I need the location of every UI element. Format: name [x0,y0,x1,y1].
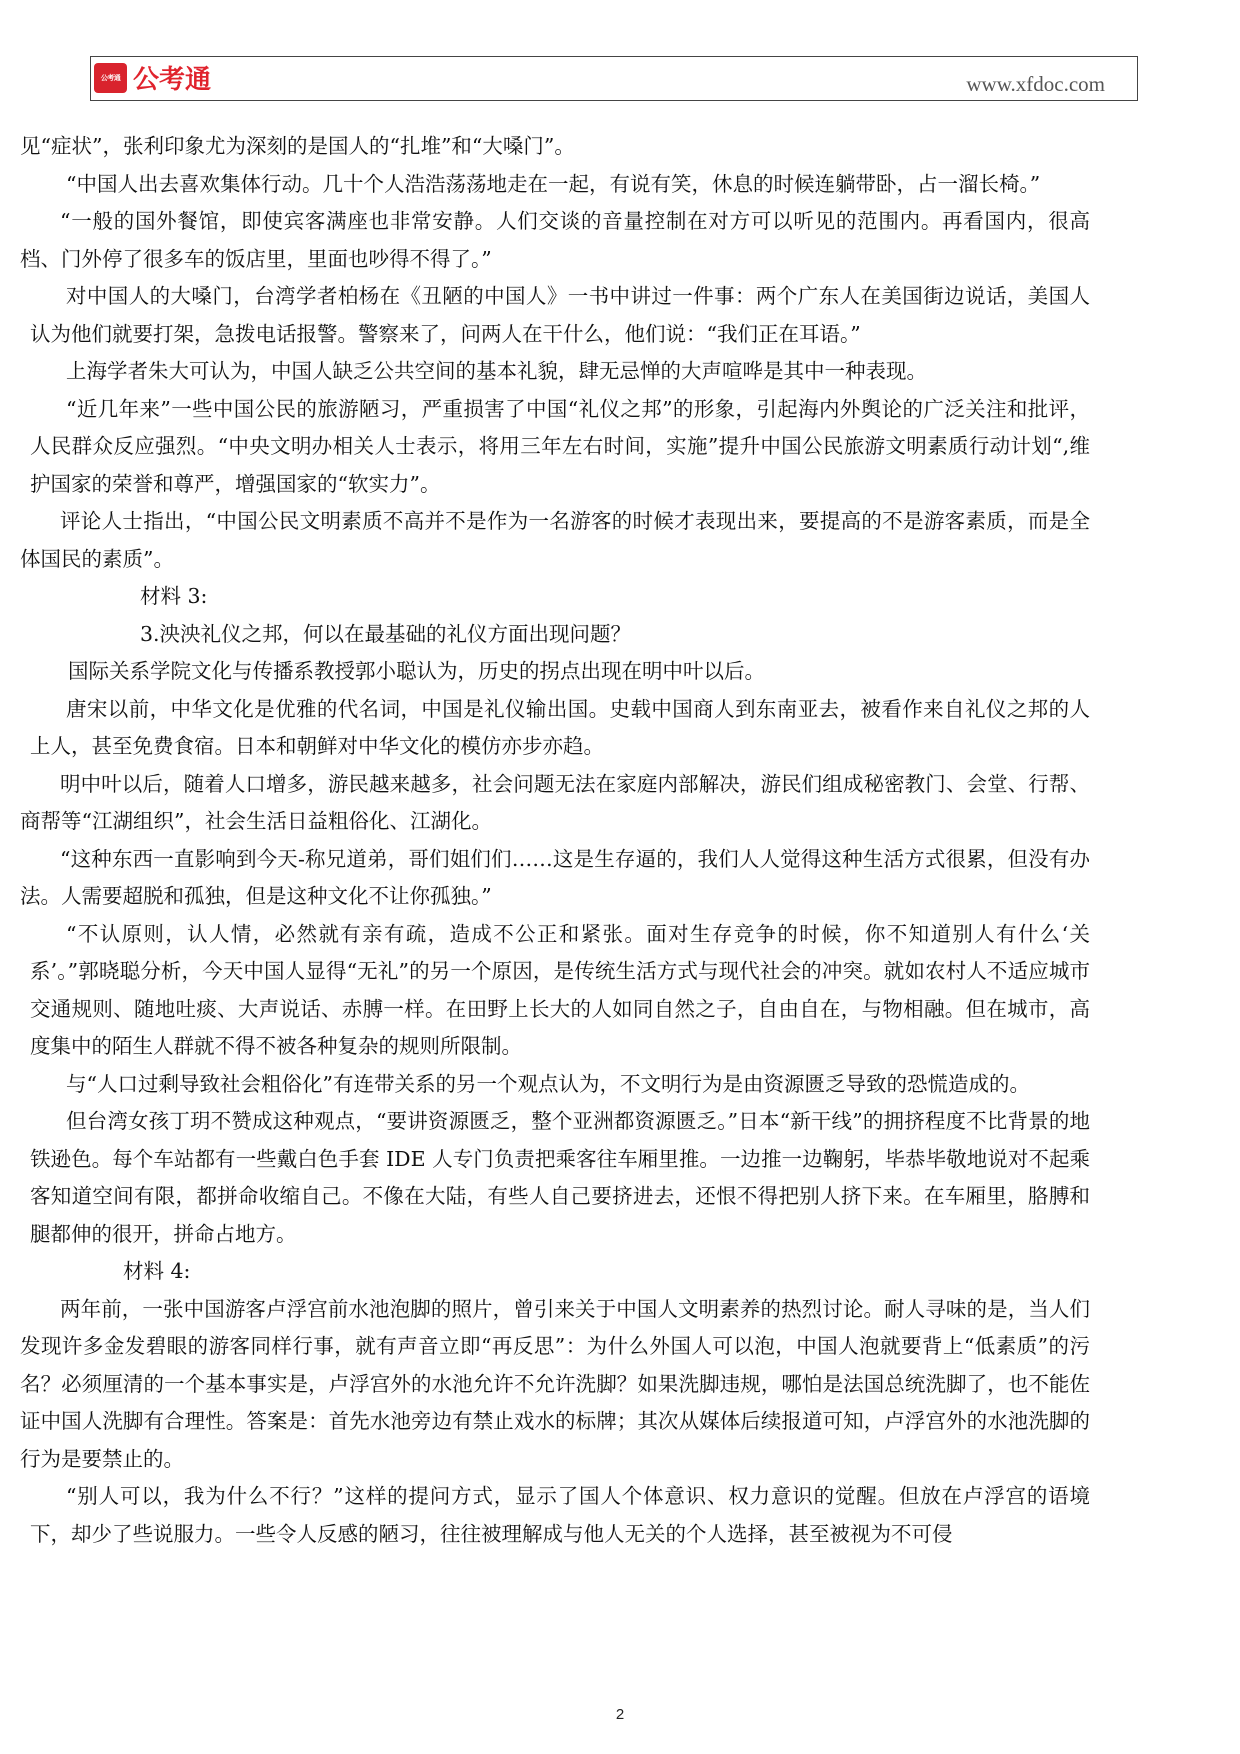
site-url: www.xfdoc.com [966,72,1105,96]
paragraph: 对中国人的大嗓门，台湾学者柏杨在《丑陋的中国人》一书中讲过一件事：两个广东人在美国街边说话，美国人认为他们就要打架，急拨电话报警。警察来了，问两人在干什么，他们说：“我们正在耳语。” [30,284,1090,346]
paragraph: “近几年来”一些中国公民的旅游陋习，严重损害了中国“礼仪之邦”的形象，引起海内外舆论的广泛关注和批评，人民群众反应强烈。“中央文明办相关人士表示，将用三年左右时间，实施”提升中国公民旅游文明素质行动计划“,维护国家的荣誉和尊严，增强国家的“软实力”。 [30,396,1090,496]
section-question: 3.泱泱礼仪之邦，何以在最基础的礼仪方面出现问题？ [140,621,632,646]
logo-text: 公考通 [133,65,212,95]
page-header [90,56,1138,101]
paragraph: 见“症状”，张利印象尤为深刻的是国人的“扎堆”和“大嗓门”。 [20,134,575,158]
paragraph: “这种东西一直影响到今天-称兄道弟，哥们姐们们……这是生存逼的，我们人人觉得这种生活方式很累，但没有办法。人需要超脱和孤独，但是这种文化不让你孤独。” [20,846,1090,908]
paragraph: 与“人口过剩导致社会粗俗化”有连带关系的另一个观点认为，不文明行为是由资源匮乏导致的恐慌造成的。 [66,1071,1030,1096]
paragraph: 国际关系学院文化与传播系教授郭小聪认为，历史的拐点出现在明中叶以后。 [68,659,765,683]
paragraph: 明中叶以后，随着人口增多，游民越来越多，社会问题无法在家庭内部解决，游民们组成秘密教门、会堂、行帮、商帮等“江湖组织”，社会生活日益粗俗化、江湖化。 [20,771,1090,833]
material-heading: 材料 3: [140,584,208,608]
paragraph: 评论人士指出，“中国公民文明素质不高并不是作为一名游客的时候才表现出来，要提高的不是游客素质，而是全体国民的素质”。 [20,509,1090,571]
paragraph: 上海学者朱大可认为，中国人缺乏公共空间的基本礼貌，肆无忌惮的大声喧哗是其中一种表现。 [66,359,927,383]
paragraph: “中国人出去喜欢集体行动。几十个人浩浩荡荡地走在一起，有说有笑，休息的时候连躺带卧，占一溜长椅。” [66,171,1041,196]
page-number: 2 [615,1706,625,1723]
paragraph: “别人可以，我为什么不行？”这样的提问方式，显示了国人个体意识、权力意识的觉醒。但放在卢浮宫的语境下，却少了些说服力。一些令人反感的陋习，往往被理解成与他人无关的个人选择，甚至被视为不可侵 [30,1484,1090,1546]
paragraph: 两年前，一张中国游客卢浮宫前水池泡脚的照片，曾引来关于中国人文明素养的热烈讨论。耐人寻味的是，当人们发现许多金发碧眼的游客同样行事，就有声音立即“再反思”：为什么外国人可以泡，中国人泡就要背上“低素质”的污名？必须厘清的一个基本事实是，卢浮宫外的水池允许不允许洗脚？如果洗脚违规，哪怕是法国总统洗脚了，也不能佐证中国人洗脚有合理性。答案是：首先水池旁边有禁止戏水的标牌；其次从媒体后续报道可知，卢浮宫外的水池洗脚的行为是要禁止的。 [20,1296,1090,1471]
paragraph: “一般的国外餐馆，即使宾客满座也非常安静。人们交谈的音量控制在对方可以听见的范围内。再看国内，很高档、门外停了很多车的饭店里，里面也吵得不得了。” [20,209,1090,271]
logo-badge: 公考通 [94,63,127,93]
paragraph: 唐宋以前，中华文化是优雅的代名词，中国是礼仪输出国。史载中国商人到东南亚去，被看作来自礼仪之邦的人上人，甚至免费食宿。日本和朝鲜对中华文化的模仿亦步亦趋。 [30,696,1090,758]
paragraph: 但台湾女孩丁玥不赞成这种观点，“要讲资源匮乏，整个亚洲都资源匮乏。”日本“新干线”的拥挤程度不比背景的地铁逊色。每个车站都有一些戴白色手套 IDE 人专门负责把乘客往车厢里推。一边推一边鞠躬，毕恭毕敬地说对不起乘客知道空间有限，都拼命收缩自己。不像在大陆，有些人自己要挤进去，还恨不得把别人挤下来。在车厢里，胳膊和腿都伸的很开，拼命占地方。 [30,1109,1090,1246]
document-body [20,128,1090,1553]
material-heading: 材料 4: [123,1259,191,1283]
paragraph: “不认原则，认人情，必然就有亲有疏，造成不公正和紧张。面对生存竞争的时候，你不知道别人有什么‘关系’。”郭晓聪分析，今天中国人显得“无礼”的另一个原因，是传统生活方式与现代社会的冲突。就如农村人不适应城市交通规则、随地吐痰、大声说话、赤膊一样。在田野上长大的人如同自然之子，自由自在，与物相融。但在城市，高度集中的陌生人群就不得不被各种复杂的规则所限制。 [30,921,1090,1058]
